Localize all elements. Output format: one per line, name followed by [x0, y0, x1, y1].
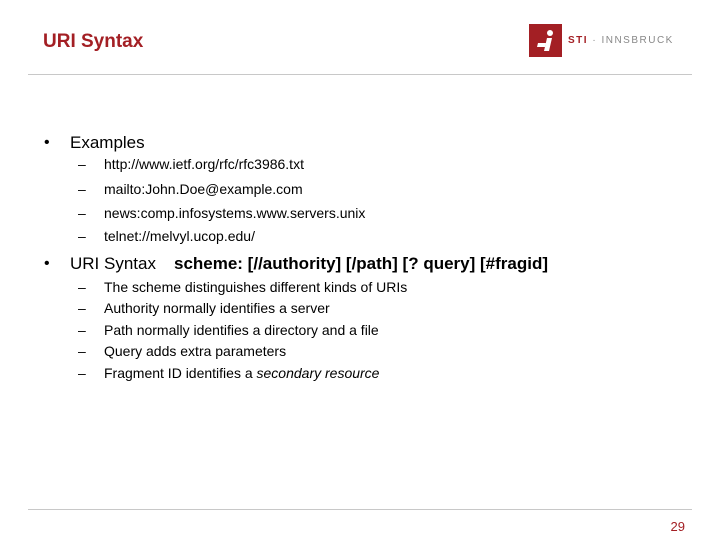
bullet-uri-syntax-line: [70, 254, 548, 274]
syntax-note-fragment-text: Fragment ID identifies a: [104, 365, 257, 381]
sub-bullet-dash: –: [78, 228, 86, 244]
example-uri-mailto: mailto:John.Doe@example.com: [104, 181, 303, 197]
logo-place-text: INNSBRUCK: [601, 35, 674, 46]
bullet-examples-label: Examples: [70, 133, 145, 152]
syntax-note-query: Query adds extra parameters: [104, 343, 287, 359]
header-divider: [28, 74, 692, 75]
sub-bullet-dash: –: [78, 365, 86, 381]
slide-title: URI Syntax: [43, 31, 144, 52]
sub-bullet-dash: –: [78, 300, 86, 316]
bullet-uri-syntax-label: URI Syntax: [70, 254, 156, 273]
syntax-note-path: Path normally identifies a directory and a file: [104, 322, 379, 338]
sub-bullet-dash: –: [78, 156, 86, 172]
sub-bullet-dash: –: [78, 181, 86, 197]
sub-bullet-dash: –: [78, 343, 86, 359]
bullet-dot: •: [44, 255, 50, 272]
logo-separator: ·: [588, 35, 602, 46]
footer-divider: [28, 509, 692, 510]
sti-logo: [529, 24, 674, 57]
syntax-note-scheme: The scheme distinguishes different kinds of URIs: [104, 279, 408, 295]
sub-bullet-dash: –: [78, 279, 86, 295]
sub-bullet-dash: –: [78, 322, 86, 338]
syntax-note-fragment-italic: secondary resource: [256, 365, 380, 381]
syntax-note-authority: Authority normally identifies a server: [104, 300, 330, 316]
logo-wordmark: [568, 35, 674, 46]
logo-sti-text: STI: [568, 35, 589, 46]
sti-logo-mark-icon: [529, 24, 562, 57]
example-uri-http: http://www.ietf.org/rfc/rfc3986.txt: [104, 156, 304, 172]
page-number: 29: [670, 519, 685, 534]
example-uri-telnet: telnet://melvyl.ucop.edu/: [104, 228, 255, 244]
syntax-note-fragment: [104, 365, 379, 381]
sub-bullet-dash: –: [78, 205, 86, 221]
example-uri-news: news:comp.infosystems.www.servers.unix: [104, 205, 366, 221]
uri-syntax-pattern: scheme: [//authority] [/path] [? query] [#fragid]: [173, 254, 549, 273]
bullet-dot: •: [44, 134, 50, 151]
